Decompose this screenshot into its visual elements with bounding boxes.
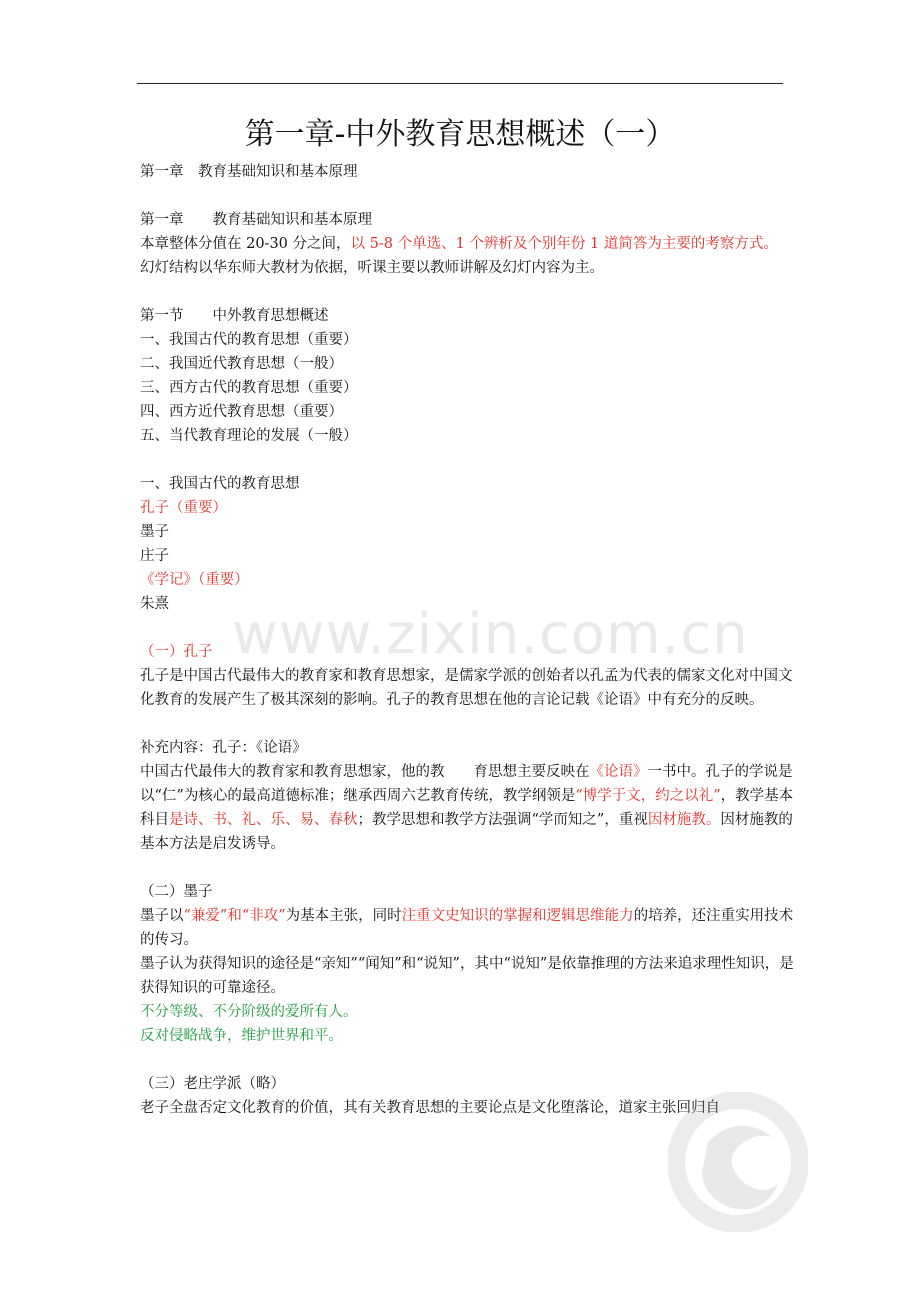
run-highlight: “博学于文，约之以礼” — [575, 788, 721, 804]
run-highlight: 注重文史知识的掌握和逻辑思维能力 — [401, 908, 634, 924]
outline-item-2: 二、我国近代教育思想（一般） — [140, 356, 343, 372]
mozi-heading: （二）墨子 — [140, 884, 213, 900]
run: 的培养，还注重实用技术的传习。 — [140, 908, 794, 948]
run: 墨子以 — [140, 908, 184, 924]
run: ；教学思想和教学方法强调“学而知之”，重视 — [357, 812, 648, 828]
confucius-heading: （一）孔子 — [140, 644, 213, 660]
header-rule — [137, 83, 783, 84]
watermark-text: www.zixin.com.cn — [232, 602, 749, 667]
supplement-heading: 补充内容：孔子：《论语》 — [140, 740, 307, 756]
laozhuang-heading: （三）老庄学派（略） — [140, 1076, 285, 1092]
confucius-paragraph: 孔子是中国古代最伟大的教育家和教育思想家，是儒家学派的创始者以孔孟为代表的儒家文化对中国文化教育的发展产生了极其深刻的影响。孔子的教育思想在他的言论记载《论语》中有充分的反映。 — [140, 668, 793, 708]
list-item-zhuangzi: 庄子 — [140, 548, 169, 564]
run: 因材施教的基本方法是启发诱导。 — [140, 812, 793, 852]
subsection-heading: 一、我国古代的教育思想 — [140, 476, 300, 492]
list-item-mozi: 墨子 — [140, 524, 169, 540]
chapter-heading: 第一章 教育基础知识和基本原理 — [140, 164, 358, 180]
chapter-heading-repeat: 第一章 教育基础知识和基本原理 — [140, 212, 372, 228]
logo-watermark-icon — [668, 1092, 808, 1232]
document-title: 第一章-中外教育思想概述（一） — [244, 117, 676, 152]
mozi-knowledge-paragraph: 墨子认为获得知识的途径是“亲知”“闻知”和“说知”，其中“说知”是依靠推理的方法来追求理性知识，是获得知识的可靠途径。 — [140, 956, 794, 996]
confucius-detail-paragraph — [140, 760, 822, 856]
list-item-xueji: 《学记》（重要） — [140, 572, 249, 588]
laozi-paragraph: 老子全盘否定文化教育的价值，其有关教育思想的主要论点是文化堕落论，道家主张回归自 — [140, 1100, 720, 1116]
run-highlight: “兼爱”和“非攻” — [183, 908, 286, 924]
outline-item-3: 三、西方古代的教育思想（重要） — [140, 380, 358, 396]
run: ，教学基本科目 — [140, 788, 794, 828]
mozi-peace-note: 反对侵略战争，维护世界和平。 — [140, 1028, 343, 1044]
run-highlight: 是诗、书、礼、乐、易、春秋 — [169, 812, 358, 828]
section-heading: 第一节 中外教育思想概述 — [140, 308, 329, 324]
mozi-love-note: 不分等级、不分阶级的爱所有人。 — [140, 1004, 358, 1020]
score-paragraph — [140, 232, 795, 256]
list-item-zhuxi: 朱熹 — [140, 596, 169, 612]
run-highlight: 因材施教。 — [647, 812, 721, 828]
outline-item-5: 五、当代教育理论的发展（一般） — [140, 428, 358, 444]
slides-note: 幻灯结构以华东师大教材为依据，听课主要以教师讲解及幻灯内容为主。 — [140, 260, 604, 276]
mozi-paragraph — [140, 904, 795, 952]
run: 一书中。孔子的学说是 以“仁”为核心的最高道德标准；继承西周六艺教育传统，教学纲领是 — [140, 764, 822, 804]
score-text: 本章整体分值在 20-30 分之间， — [140, 236, 351, 252]
run: 为基本主张，同时 — [285, 908, 402, 924]
exam-format-text: 以 5-8 个单选、1 个辨析及个别年份 1 道简答为主要的考察方式。 — [350, 236, 778, 252]
outline-item-4: 四、西方近代教育思想（重要） — [140, 404, 343, 420]
run-highlight: 《论语》 — [589, 764, 648, 780]
list-item-confucius: 孔子（重要） — [140, 500, 227, 516]
outline-item-1: 一、我国古代的教育思想（重要） — [140, 332, 358, 348]
run: 中国古代最伟大的教育家和教育思想家，他的教 育思想主要反映在 — [140, 764, 590, 780]
